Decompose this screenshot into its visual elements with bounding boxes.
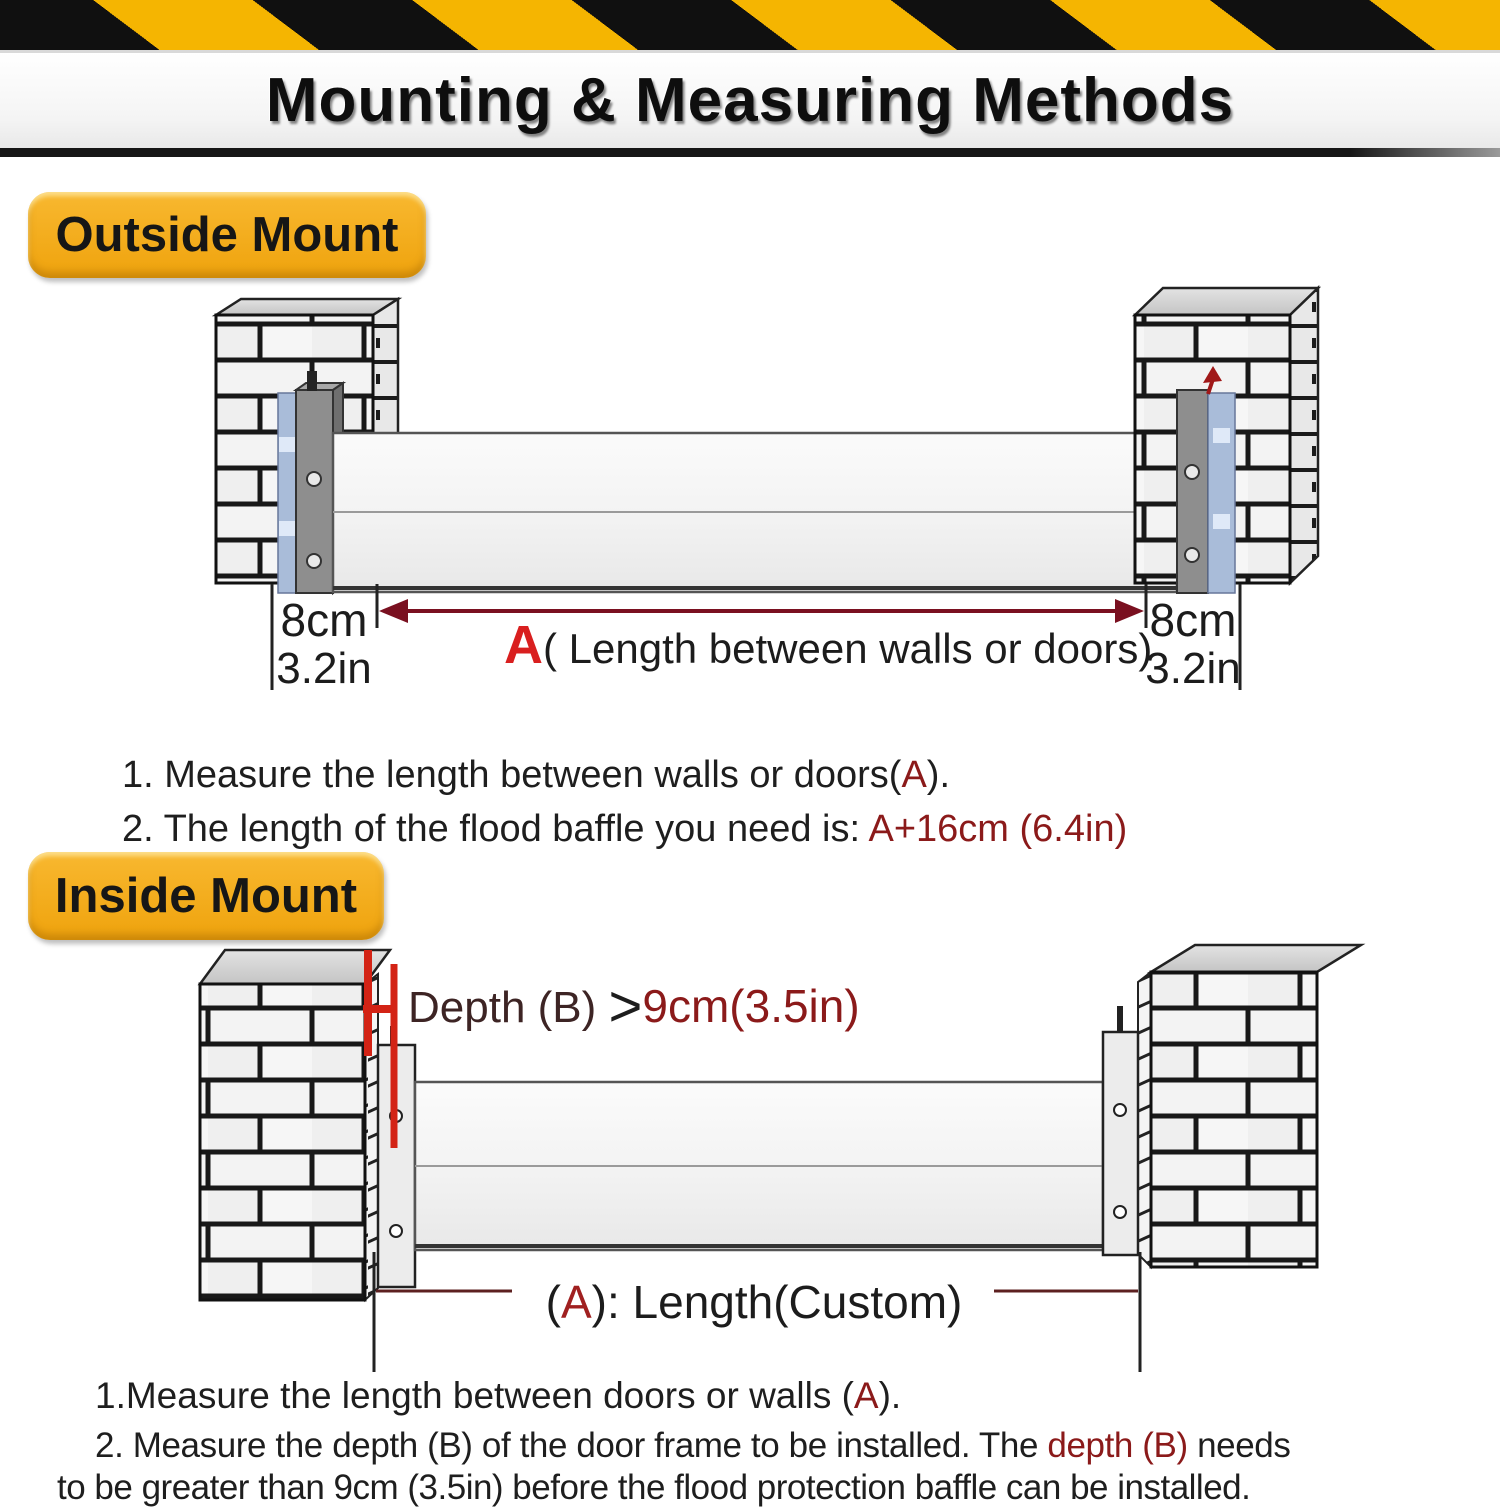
screw-hole-icon [307,472,321,486]
outside-right-seal-strip [1208,393,1235,593]
inside-mount-badge [28,852,384,940]
anchor-pin-icon [390,1026,396,1046]
outside-span-label: A( Length between walls or doors) [504,615,1153,675]
outside-mount-badge [28,192,426,278]
screw-hole-icon [307,554,321,568]
outside-left-seal-strip [278,393,296,593]
outside-left-brick-pillar [216,299,398,583]
inside-mount-diagram [200,945,1361,1372]
arrowhead-left-icon [379,599,408,623]
anchor-pin-icon [1117,1006,1123,1032]
screw-hole-icon [390,1225,402,1237]
inside-left-brick-pillar [200,950,390,1300]
outside-flood-barrier-panel [333,433,1177,592]
screw-hole-icon [1114,1206,1126,1218]
inside-left-mounting-channel [378,1026,415,1287]
inside-step-1: 1.Measure the length between doors or walls (A). [95,1375,902,1416]
inside-mount-badge-label: Inside Mount [54,869,358,923]
outside-dimension-lines [272,584,1240,690]
outside-mount-diagram [216,288,1318,693]
depth-annotation: Depth (B) >9cm(3.5in) [408,974,860,1039]
inside-dimension-lines [374,1252,1140,1372]
outside-mount-badge-label: Outside Mount [55,208,399,262]
screw-hole-icon [1185,548,1199,562]
outside-left-offset-in: 3.2in [276,644,372,693]
inside-step-2-line-1: 2. Measure the depth (B) of the door frame to be installed. The depth (B) needs [95,1426,1291,1465]
arrowhead-right-icon [1115,599,1144,623]
depth-gauge-mark-icon [363,950,397,1148]
outside-right-mounting-channel [1177,390,1208,593]
inside-length-label: (A): Length(Custom) [545,1276,963,1328]
insert-direction-arrow-icon [1203,366,1222,394]
title-divider-bar [0,148,1500,157]
inside-right-brick-pillar [1138,945,1361,1267]
anchor-pin-icon [307,371,317,391]
outside-left-mounting-channel [296,371,343,593]
outside-right-brick-pillar [1135,288,1318,583]
outside-step-2: 2. The length of the flood baffle you need is: A+16cm (6.4in) [122,808,1128,850]
inside-right-mounting-channel [1103,1006,1138,1255]
screw-hole-icon [1114,1104,1126,1116]
outside-right-offset-cm: 8cm [1149,594,1237,646]
screw-hole-icon [1185,465,1199,479]
outside-right-offset-in: 3.2in [1145,644,1241,693]
hazard-stripe-banner [0,0,1500,53]
outside-step-1: 1. Measure the length between walls or doors(A). [122,754,951,796]
outside-left-offset-cm: 8cm [280,594,368,646]
page-title: Mounting & Measuring Methods [265,66,1235,135]
inside-flood-barrier-panel [415,1082,1103,1250]
inside-step-2-line-2: to be greater than 9cm (3.5in) before the flood protection baffle can be installed. [57,1468,1251,1507]
title-band [0,53,1500,148]
screw-hole-icon [390,1110,402,1122]
